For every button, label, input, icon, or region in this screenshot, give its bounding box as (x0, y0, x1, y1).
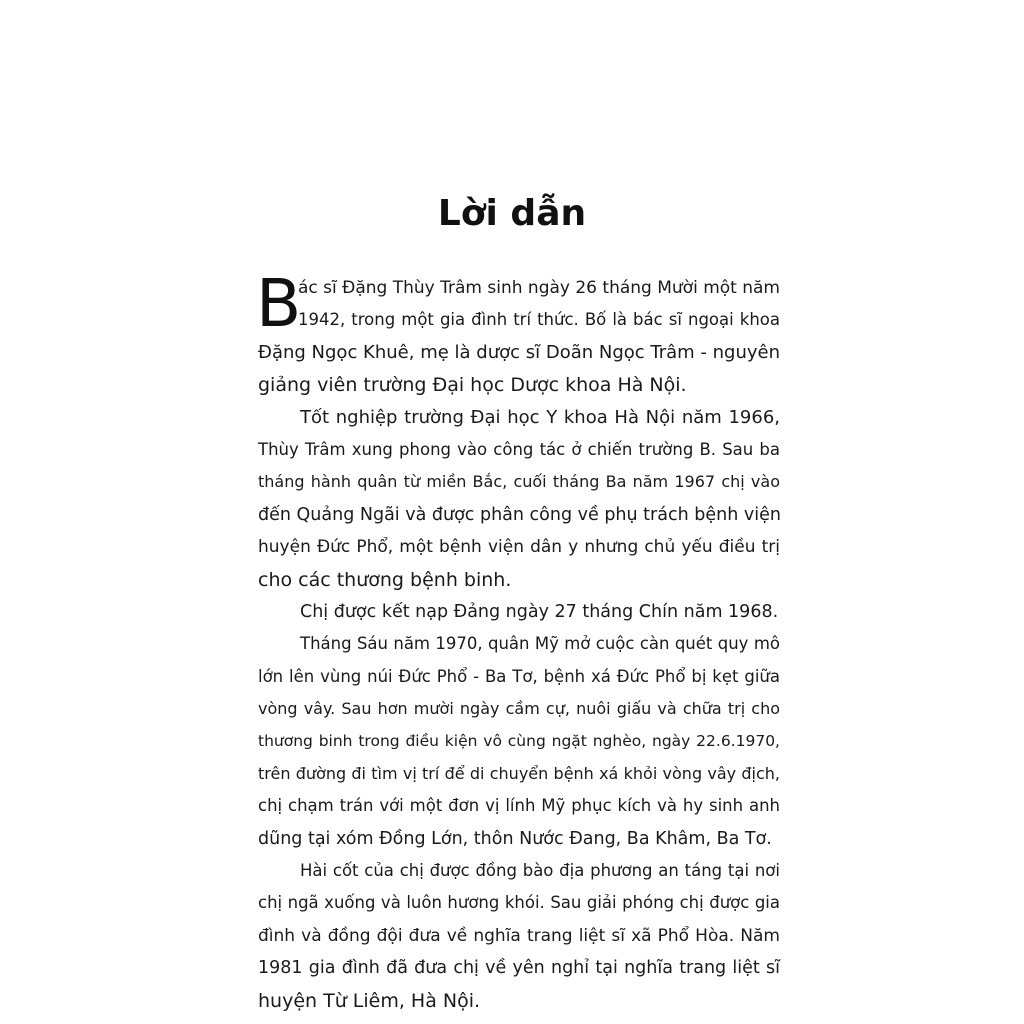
text-line: đình và đồng đội đưa về nghĩa trang liệt sĩ xã Phổ Hòa. Năm (258, 925, 780, 946)
text-line: Tốt nghiệp trường Đại học Y khoa Hà Nội năm 1966, (300, 406, 780, 428)
text-line: 1981 gia đình đã đưa chị về yên nghỉ tại nghĩa trang liệt sĩ (258, 958, 780, 979)
text-line: Thùy Trâm xung phong vào công tác ở chiến trường B. Sau ba (258, 439, 780, 459)
page-title: Lời dẫn (437, 193, 587, 234)
text-line: Chị được kết nạp Đảng ngày 27 tháng Chín năm 1968. (300, 601, 779, 622)
paragraph (258, 402, 780, 596)
page-body (256, 265, 781, 1017)
text-line: huyện Từ Liêm, Hà Nội. (258, 989, 481, 1012)
text-line: huyện Đức Phổ, một bệnh viện dân y nhưng chủ yếu điều trị (258, 537, 780, 558)
text-line: Tháng Sáu năm 1970, quân Mỹ mở cuộc càn quét quy mô (300, 634, 780, 654)
paragraph (258, 628, 780, 855)
paragraph (256, 265, 781, 402)
text-line: cho các thương bệnh binh. (258, 568, 512, 591)
text-line: chị chạm trán với một đơn vị lính Mỹ phục kích và hy sinh anh (258, 796, 780, 816)
text-line: ác sĩ Đặng Thùy Trâm sinh ngày 26 tháng Mười một năm (298, 278, 780, 298)
text-line: đến Quảng Ngãi và được phân công về phụ trách bệnh viện (258, 504, 781, 525)
text-line: tháng hành quân từ miền Bắc, cuối tháng Ba năm 1967 chị vào (258, 472, 780, 492)
text-line: chị ngã xuống và luôn hương khói. Sau giải phóng chị được gia (258, 893, 780, 913)
text-line: lớn lên vùng núi Đức Phổ - Ba Tơ, bệnh xá Đức Phổ bị kẹt giữa (258, 666, 780, 686)
text-line: dũng tại xóm Đồng Lớn, thôn Nước Đang, Ba Khâm, Ba Tơ. (258, 828, 772, 849)
text-line: trên đường đi tìm vị trí để di chuyển bệnh xá khỏi vòng vây địch, (258, 763, 780, 783)
text-line: Đặng Ngọc Khuê, mẹ là dược sĩ Doãn Ngọc Trâm - nguyên (258, 341, 781, 363)
text-line: Hài cốt của chị được đồng bào địa phương an táng tại nơi (300, 861, 780, 881)
paragraph (258, 855, 780, 1017)
paragraph (258, 596, 780, 628)
text-line: vòng vây. Sau hơn mười ngày cầm cự, nuôi giấu và chữa trị cho (258, 699, 780, 719)
text-line: 1942, trong một gia đình trí thức. Bố là bác sĩ ngoại khoa (298, 310, 780, 330)
text-line: thương binh trong điều kiện vô cùng ngặt nghèo, ngày 22.6.1970, (258, 732, 780, 751)
drop-cap: B (256, 265, 302, 342)
text-line: giảng viên trường Đại học Dược khoa Hà Nội. (258, 374, 687, 397)
